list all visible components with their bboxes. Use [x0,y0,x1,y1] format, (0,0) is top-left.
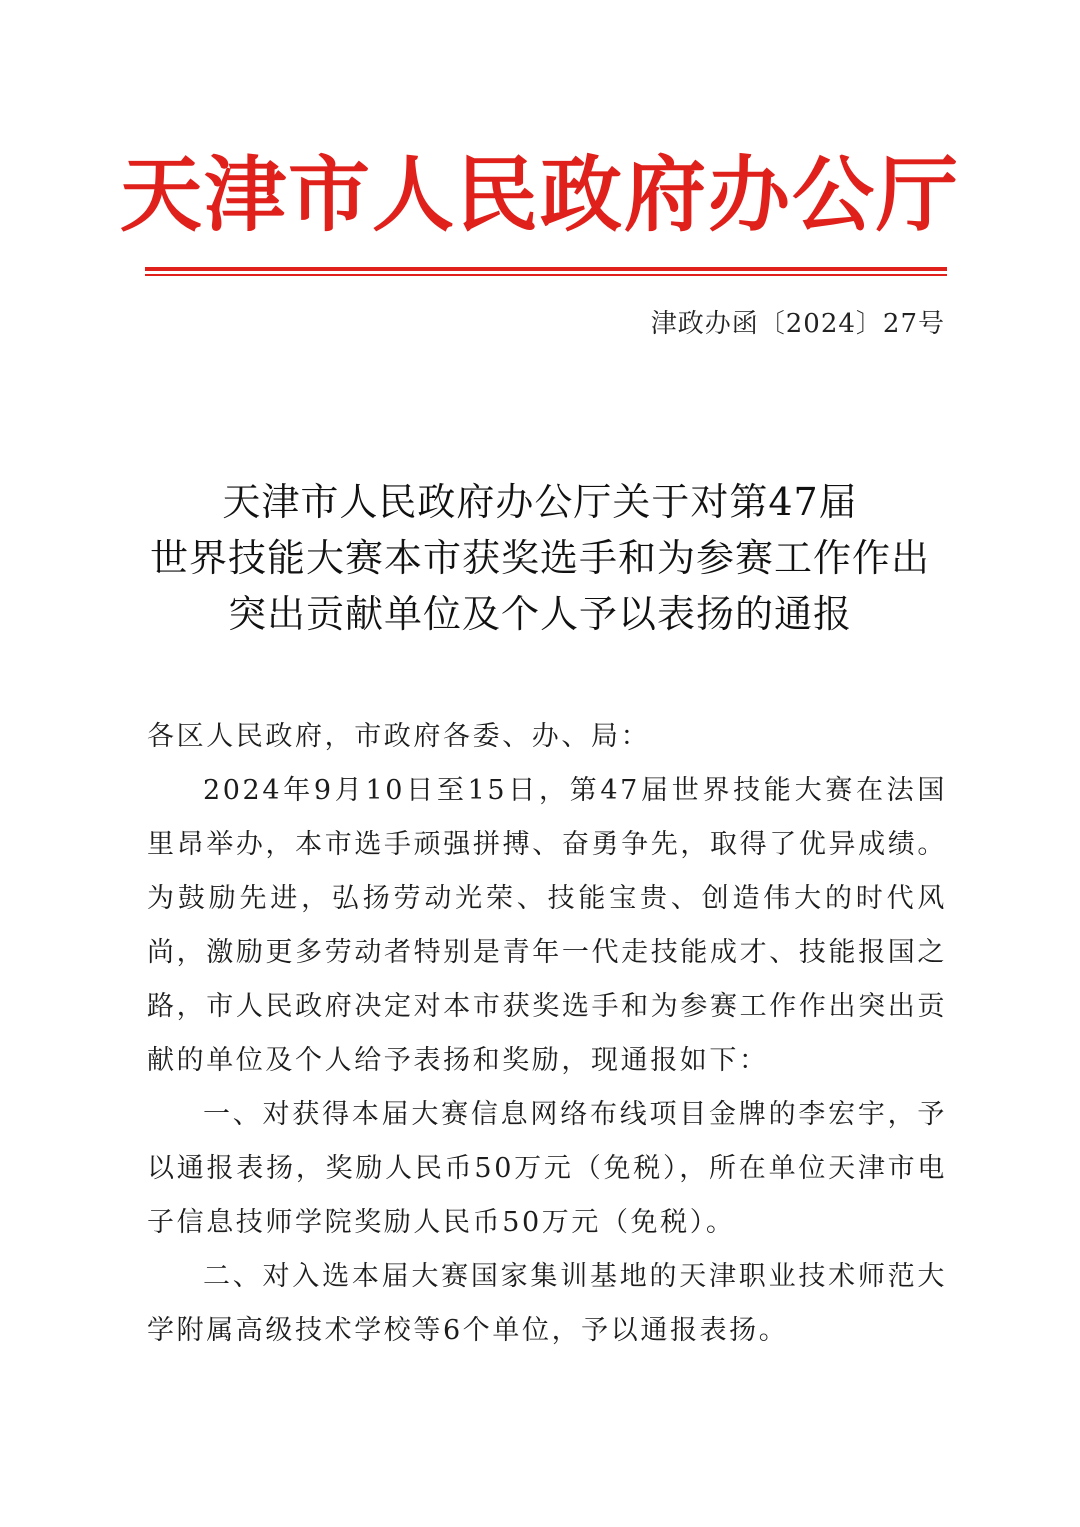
header-red-rule-thick [145,267,947,271]
document-body [147,710,947,1358]
document-title-line: 天津市人民政府办公厅关于对第47届 [222,480,858,524]
body-paragraph: 二、对入选本届大赛国家集训基地的天津职业技术师范大学附属高级技术学校等6个单位，予以通报表扬。 [147,1261,947,1346]
body-paragraph: 一、对获得本届大赛信息网络布线项目金牌的李宏宇，予以通报表扬，奖励人民币50万元（免税），所在单位天津市电子信息技师学院奖励人民币50万元（免税）。 [147,1099,947,1238]
salutation: 各区人民政府，市政府各委、办、局： [147,721,651,752]
document-title-line: 世界技能大赛本市获奖选手和为参赛工作作出 [149,536,930,580]
document-title [0,474,1080,642]
document-title-line: 突出贡献单位及个人予以表扬的通报 [227,592,852,636]
agency-header: 天津市人民政府办公厅 [119,147,960,243]
body-paragraph: 2024年9月10日至15日，第47届世界技能大赛在法国里昂举办，本市选手顽强拼搏、奋勇争先，取得了优异成绩。为鼓励先进，弘扬劳动光荣、技能宝贵、创造伟大的时代风尚，激励更多劳动者特别是青年一代走技能成才、技能报国之路，市人民政府决定对本市获奖选手和为参赛工作作出突出贡献的单位及个人给予表扬和奖励，现通报如下： [147,775,947,1076]
document-number: 津政办函〔2024〕27号 [650,309,945,339]
header-red-rule-thin [145,274,947,276]
